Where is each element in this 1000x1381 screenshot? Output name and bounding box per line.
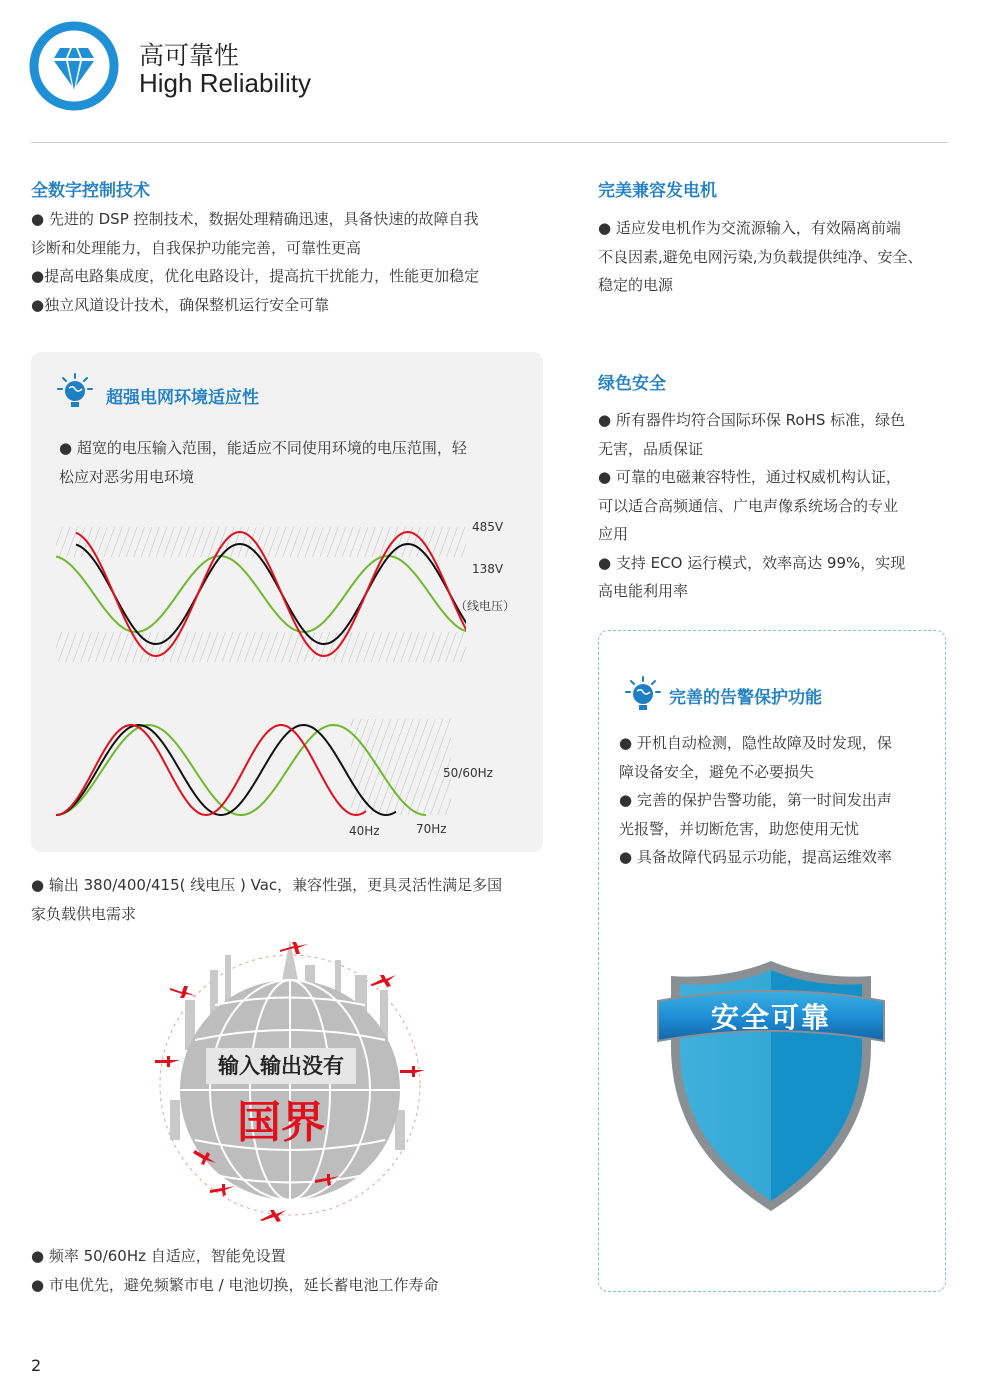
label-50-60hz: 50/60Hz [443, 766, 493, 780]
globe-graphic [140, 930, 440, 1230]
generator-text [598, 214, 968, 300]
alarm-line: ● 完善的保护告警功能，第一时间发出声 [619, 791, 892, 809]
grid-text [59, 434, 529, 491]
frequency-line: ● 频率 50/60Hz 自适应，智能免设置 [31, 1247, 286, 1265]
wave-green [56, 556, 466, 632]
alarm-line: 光报警，并切断危害，助您使用无忧 [619, 819, 860, 838]
alarm-line: ● 具备故障代码显示功能，提高运维效率 [619, 848, 892, 866]
page-title-en: High Reliability [139, 68, 311, 98]
frequency-text [31, 1242, 571, 1299]
output-text [31, 871, 551, 928]
globe-text-top: 输入输出没有 [218, 1054, 344, 1078]
digital-line: ● 先进的 DSP 控制技术，数据处理精确迅速，具备快速的故障自我 [31, 210, 479, 228]
green-line: 高电能利用率 [598, 582, 689, 600]
digital-text [31, 205, 551, 319]
digital-line: 诊断和处理能力，自我保护功能完善，可靠性更高 [31, 238, 362, 257]
label-70hz: 70Hz [416, 822, 447, 836]
green-line: ● 支持 ECO 运行模式，效率高达 99%，实现 [598, 553, 906, 572]
voltage-waveform-diagram [56, 524, 466, 664]
green-line: ● 所有器件均符合国际环保 RoHS 标准，绿色 [598, 411, 906, 429]
generator-line: 不良因素,避免电网污染,为负载提供纯净、安全、 [598, 247, 923, 266]
grid-line: 松应对恶劣用电环境 [59, 467, 195, 486]
hatch-band-bottom [56, 632, 466, 662]
globe-text-big: 国界 [237, 1097, 325, 1148]
generator-line: 稳定的电源 [598, 276, 674, 294]
green-line: 可以适合高频通信、广电声像系统场合的专业 [598, 496, 899, 515]
green-line: ● 可靠的电磁兼容特性，通过权威机构认证， [598, 468, 901, 486]
shield-icon [656, 956, 886, 1216]
alarm-text [619, 729, 939, 872]
wave-black [76, 544, 466, 644]
green-text [598, 406, 968, 606]
output-line: 家负载供电需求 [31, 904, 137, 923]
alarm-line: 障设备安全，避免不必要损失 [619, 762, 815, 781]
lightbulb-globe-icon [55, 372, 95, 412]
alarm-line: ● 开机自动检测，隐性故障及时发现，保 [619, 734, 892, 752]
frequency-waveform-diagram [56, 717, 456, 822]
section-title-alarm: 完善的告警保护功能 [669, 688, 822, 708]
digital-line: ●独立风道设计技术，确保整机运行安全可靠 [31, 295, 330, 314]
grid-line: ● 超宽的电压输入范围，能适应不同使用环境的电压范围，轻 [59, 439, 467, 457]
frequency-line: ● 市电优先，避免频繁市电 / 电池切换，延长蓄电池工作寿命 [31, 1275, 439, 1294]
generator-line: ● 适应发电机作为交流源输入，有效隔离前端 [598, 219, 901, 237]
label-line-voltage: （线电压） [455, 599, 516, 613]
header-logo [28, 20, 120, 112]
digital-line: ●提高电路集成度，优化电路设计，提高抗干扰能力，性能更加稳定 [31, 267, 480, 285]
green-line: 无害，品质保证 [598, 439, 704, 458]
shield-text: 安全可靠 [710, 1001, 831, 1034]
header-divider [31, 142, 948, 143]
section-title-generator: 完美兼容发电机 [598, 181, 717, 201]
section-title-green: 绿色安全 [598, 374, 666, 394]
grid-adaptability-panel [31, 352, 543, 852]
label-40hz: 40Hz [349, 824, 380, 838]
section-title-digital: 全数字控制技术 [31, 181, 150, 201]
alarm-protection-panel [598, 630, 946, 1292]
green-line: 应用 [598, 525, 629, 543]
page-number: 2 [31, 1356, 42, 1375]
diamond-icon [28, 20, 120, 112]
page-title-cn: 高可靠性 [139, 41, 240, 70]
lightbulb-globe-icon [623, 675, 663, 715]
globe-label-box [206, 1048, 356, 1084]
label-138v: 138V [472, 562, 504, 576]
output-line: ● 输出 380/400/415( 线电压 ) Vac，兼容性强，更具灵活性满足多国 [31, 876, 503, 894]
section-title-grid: 超强电网环境适应性 [106, 388, 259, 408]
label-485v: 485V [472, 520, 504, 534]
